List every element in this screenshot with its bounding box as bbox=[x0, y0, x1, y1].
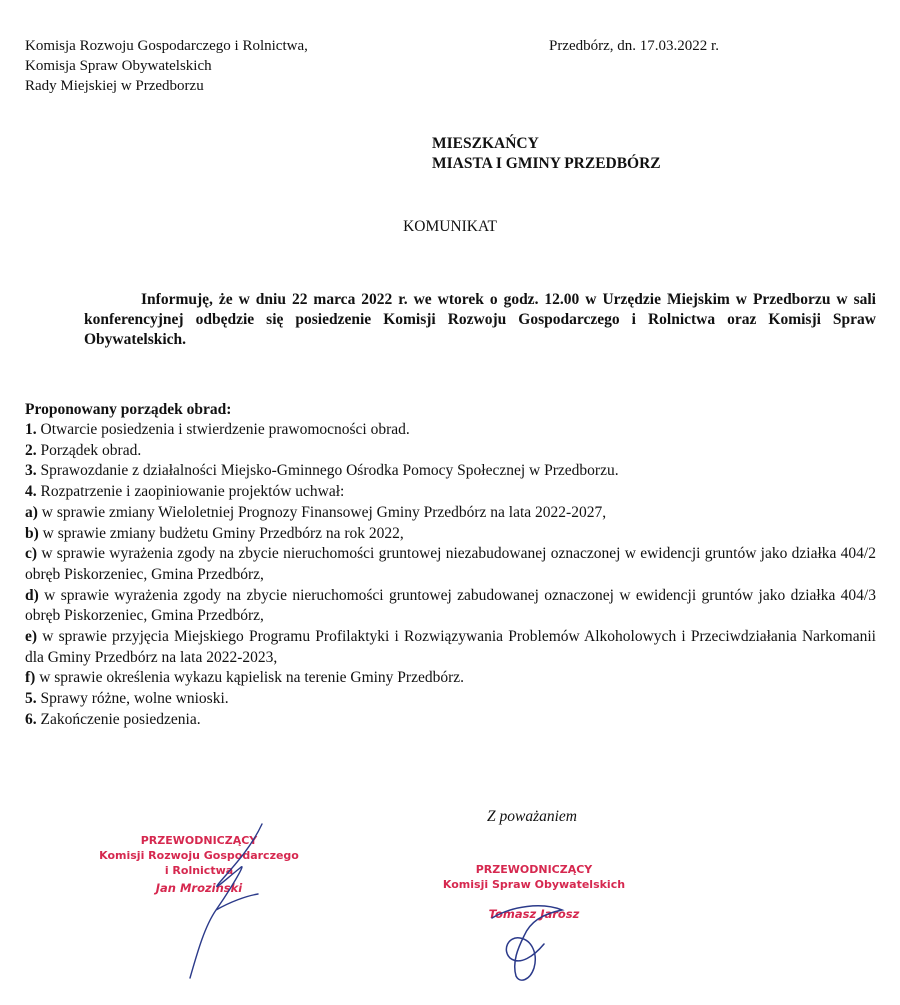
agenda-text: Porządek obrad. bbox=[36, 441, 142, 459]
agenda-marker: 3. bbox=[25, 462, 37, 480]
stamp-title: PRZEWODNICZĄCY bbox=[475, 863, 593, 876]
agenda-item bbox=[25, 586, 876, 627]
signature-stroke bbox=[492, 906, 562, 980]
document-title: KOMUNIKAT bbox=[403, 218, 497, 235]
agenda-marker: 5. bbox=[25, 690, 37, 708]
agenda-marker: 2. bbox=[25, 441, 37, 459]
agenda-text: w sprawie zmiany Wieloletniej Prognozy Finansowej Gminy Przedbórz na lata 2022-2027, bbox=[37, 503, 607, 521]
stamp-name: Jan Mroziński bbox=[155, 881, 243, 895]
closing-phrase: Z poważaniem bbox=[487, 808, 577, 825]
agenda-marker: e) bbox=[25, 628, 38, 646]
agenda-item bbox=[25, 461, 876, 482]
agenda-item bbox=[25, 627, 876, 668]
agenda-text: Rozpatrzenie i zaopiniowanie projektów uchwał: bbox=[36, 483, 345, 501]
agenda-text: w sprawie wyrażenia zgody na zbycie nieruchomości gruntowej zabudowanej oznaczonej w ewidencji gruntów jako działka 404/3 obręb Piskorzeniec, Gmina Przedbórz, bbox=[25, 586, 876, 625]
agenda-marker: 4. bbox=[25, 483, 37, 501]
place-date: Przedbórz, dn. 17.03.2022 r. bbox=[549, 38, 719, 54]
agenda-item bbox=[25, 420, 876, 441]
agenda-marker: 6. bbox=[25, 710, 37, 728]
agenda-text: w sprawie przyjęcia Miejskiego Programu Profilaktyki i Rozwiązywania Problemów Alkoholowych i Przeciwdziałania Narkomanii dla Gminy Przedbórz na lata 2022-2023, bbox=[25, 628, 876, 666]
stamp-title: PRZEWODNICZĄCY bbox=[140, 834, 258, 847]
sender-line: Komisja Spraw Obywatelskich bbox=[25, 58, 212, 74]
agenda-text: w sprawie określenia wykazu kąpielisk na terenie Gminy Przedbórz. bbox=[35, 669, 465, 687]
agenda-marker: a) bbox=[25, 503, 38, 521]
stamp-name: Tomasz Jarosz bbox=[488, 907, 580, 921]
agenda-text: Zakończenie posiedzenia. bbox=[36, 710, 201, 728]
agenda-marker: f) bbox=[25, 669, 36, 687]
signature-2-icon bbox=[472, 888, 582, 988]
agenda-text: w sprawie zmiany budżetu Gminy Przedbórz na rok 2022, bbox=[38, 524, 404, 542]
agenda-item bbox=[25, 503, 876, 524]
agenda-item bbox=[25, 689, 876, 710]
agenda-text: Sprawy różne, wolne wnioski. bbox=[36, 690, 229, 708]
recipient-line: MIESZKAŃCY bbox=[432, 135, 539, 152]
sender-line: Komisja Rozwoju Gospodarczego i Rolnictwa, bbox=[25, 38, 308, 54]
agenda-text: Sprawozdanie z działalności Miejsko-Gminnego Ośrodka Pomocy Społecznej w Przedborzu. bbox=[36, 462, 619, 480]
agenda-list bbox=[25, 420, 876, 731]
agenda-item bbox=[25, 710, 876, 731]
announcement-paragraph: Informuję, że w dniu 22 marca 2022 r. we wtorek o godz. 12.00 w Urzędzie Miejskim w Przedborzu w sali konferencyjnej odbędzie się posiedzenie Komisji Rozwoju Gospodarczego i Rolnictwa oraz Komisji Spraw Obywatelskich. bbox=[84, 291, 876, 348]
agenda-marker: c) bbox=[25, 545, 38, 563]
recipient-block bbox=[432, 134, 661, 174]
signature-stroke bbox=[190, 824, 262, 978]
agenda-marker: d) bbox=[25, 586, 39, 604]
agenda-item bbox=[25, 544, 876, 585]
agenda-item bbox=[25, 482, 876, 503]
agenda-item bbox=[25, 524, 876, 545]
sender-block bbox=[25, 36, 308, 96]
agenda-heading: Proponowany porządek obrad: bbox=[25, 401, 232, 418]
stamp-line: Komisji Rozwoju Gospodarczego bbox=[99, 849, 299, 862]
agenda-item bbox=[25, 668, 876, 689]
sender-line: Rady Miejskiej w Przedborzu bbox=[25, 78, 204, 94]
agenda-text: w sprawie wyrażenia zgody na zbycie nieruchomości gruntowej niezabudowanej oznaczonej w ewidencji gruntów jako działka 404/2 obręb Piskorzeniec, Gmina Przedbórz, bbox=[25, 545, 876, 583]
agenda-marker: 1. bbox=[25, 421, 37, 438]
stamp-line: i Rolnictwa bbox=[164, 864, 234, 877]
signature-1-icon bbox=[150, 820, 280, 985]
agenda-marker: b) bbox=[25, 524, 39, 542]
stamp-line: Komisji Spraw Obywatelskich bbox=[442, 878, 626, 891]
agenda-text: Otwarcie posiedzenia i stwierdzenie prawomocności obrad. bbox=[36, 421, 410, 438]
agenda-item bbox=[25, 441, 876, 462]
recipient-line: MIASTA I GMINY PRZEDBÓRZ bbox=[432, 155, 661, 172]
